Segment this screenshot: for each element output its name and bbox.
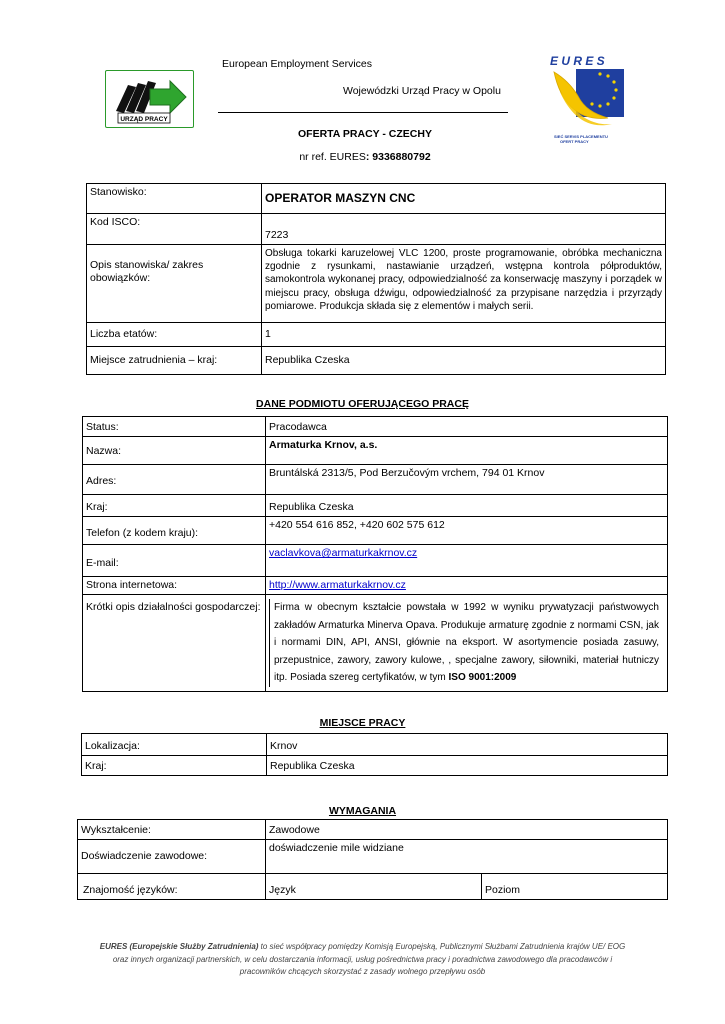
experience-value: doświadczenie mile widziane	[266, 840, 668, 874]
wp-country-value: Republika Czeska	[267, 756, 668, 776]
footer	[60, 941, 665, 979]
address-value: Bruntálská 2313/5, Pod Berzučovým vrchem, 794 01 Krnov	[266, 465, 668, 495]
spacer-cell-2	[266, 874, 482, 882]
office-name: Wojewódzki Urząd Pracy w Opolu	[343, 85, 501, 97]
ref-label: nr ref. EURES	[299, 151, 366, 163]
location-label: Lokalizacja:	[82, 734, 267, 756]
left-logo	[105, 70, 194, 128]
workplace-table	[81, 733, 668, 776]
position-label: Stanowisko:	[87, 184, 262, 214]
footer-line-3: pracowników chcących skorzystać z zasady wolnego przepływu osób	[239, 967, 486, 976]
activity-cert: ISO 9001:2009	[448, 672, 517, 683]
requirements-section-title: WYMAGANIA	[328, 805, 397, 817]
urzad-pracy-logo-icon	[106, 71, 193, 127]
svg-text:OFERT PRACY: OFERT PRACY	[560, 139, 589, 144]
count-label: Liczba etatów:	[87, 323, 262, 347]
offer-title: OFERTA PRACY - CZECHY	[298, 128, 432, 140]
job-table	[86, 183, 666, 375]
web-label: Strona internetowa:	[83, 577, 266, 595]
svg-text:URZĄD PRACY: URZĄD PRACY	[120, 116, 168, 123]
footer-line-1	[60, 941, 665, 954]
status-value: Pracodawca	[266, 417, 668, 437]
employer-table	[82, 416, 668, 692]
name-text: Armaturka Krnov, a.s.	[269, 439, 378, 451]
wp-country-label: Kraj:	[82, 756, 267, 776]
org-name: European Employment Services	[222, 58, 372, 70]
phone-label: Telefon (z kodem kraju):	[83, 517, 266, 545]
spacer-cell-3	[482, 874, 668, 882]
svg-text:SIEĆ SERVIS PLACEMENTU: SIEĆ SERVIS PLACEMENTU	[554, 134, 608, 139]
activity-text-box	[269, 599, 659, 687]
languages-label: Znajomość języków:	[78, 882, 266, 900]
status-label: Status:	[83, 417, 266, 437]
education-label: Wykształcenie:	[78, 820, 266, 840]
footer-line-2: oraz innych organizacji partnerskich, w celu dostarczania informacji, usług pośrednictwa pracy i poradnictwa zawodowego dla pracodawców i	[112, 954, 613, 964]
phone-value: +420 554 616 852, +420 602 575 612	[266, 517, 668, 545]
activity-label: Krótki opis działalności gospodarczej:	[83, 595, 266, 692]
country-label: Kraj:	[83, 495, 266, 517]
workplace-section-title: MIEJSCE PRACY	[319, 717, 406, 729]
ref-number: 9336880792	[372, 151, 431, 163]
isco-label: Kod ISCO:	[87, 214, 262, 245]
position-value	[262, 184, 666, 214]
position-text: OPERATOR MASZYN CNC	[265, 190, 416, 205]
ref-colon: :	[365, 151, 373, 163]
footer-eures: EURES (Europejskie Służby Zatrudnienia)	[99, 942, 259, 951]
place-value: Republika Czeska	[262, 347, 666, 375]
desc-label: Opis stanowiska/ zakres obowiązków:	[87, 245, 262, 323]
header-divider	[218, 112, 508, 113]
country-value: Republika Czeska	[266, 495, 668, 517]
address-label: Adres:	[83, 465, 266, 495]
location-value: Krnov	[267, 734, 668, 756]
experience-label: Doświadczenie zawodowe:	[78, 840, 266, 874]
requirements-table	[77, 819, 668, 900]
svg-text:E U R E S: E U R E S	[550, 54, 605, 68]
isco-text: 7223	[265, 229, 289, 241]
spacer-cell-1	[78, 874, 266, 882]
name-value	[266, 437, 668, 465]
employer-section-title: DANE PODMIOTU OFERUJĄCEGO PRACĘ	[256, 398, 469, 410]
desc-value: Obsługa tokarki karuzelowej VLC 1200, proste programowanie, obróbka mechaniczna zgodnie z rysunkami, nastawianie urządzeń, wstępna kontrola półproduktów, samokontrola wykonanej pracy, odpowiedzialność za konserwację maszyny i porządek w miejscu pracy, obsługa dźwigu, odpowiedzialność za przypisane narzędzia i przyrządy pomiarowe. Produkcja składa się z elementów i małych serii.	[262, 245, 666, 323]
language-col: Język	[266, 882, 482, 900]
activity-value	[266, 595, 668, 692]
name-label: Nazwa:	[83, 437, 266, 465]
eures-logo-icon	[546, 52, 626, 144]
web-link[interactable]: http://www.armaturkakrnov.cz	[269, 579, 406, 591]
place-label: Miejsce zatrudnienia – kraj:	[87, 347, 262, 375]
eures-logo	[546, 52, 626, 144]
email-label: E-mail:	[83, 545, 266, 577]
ref-line	[230, 151, 500, 163]
activity-text: Firma w obecnym kształcie powstała w 1992 w wyniku prywatyzacji państwowych zakładów Armaturka Minerva Opava. Produkuje armaturę zgodnie z normami CSN, jak i normami DIN, API, ANSI, głównie na eksport. W asortymencie posiada zasuwy, przepustnice, zawory, zawory kulowe, , specjalne zawory, siłowniki, materiał hutniczy itp. Posiada szereg certyfikatów, w tym	[274, 602, 659, 683]
education-value: Zawodowe	[266, 820, 668, 840]
email-link[interactable]: vaclavkova@armaturkakrnov.cz	[269, 547, 418, 559]
web-value	[266, 577, 668, 595]
isco-value	[262, 214, 666, 245]
footer-line-1-rest: to sieć współpracy pomiędzy Komisją Europejską, Publicznymi Służbami Zatrudnienia krajów UE/ EOG	[258, 942, 626, 951]
count-value: 1	[262, 323, 666, 347]
email-value	[266, 545, 668, 577]
level-col: Poziom	[482, 882, 668, 900]
